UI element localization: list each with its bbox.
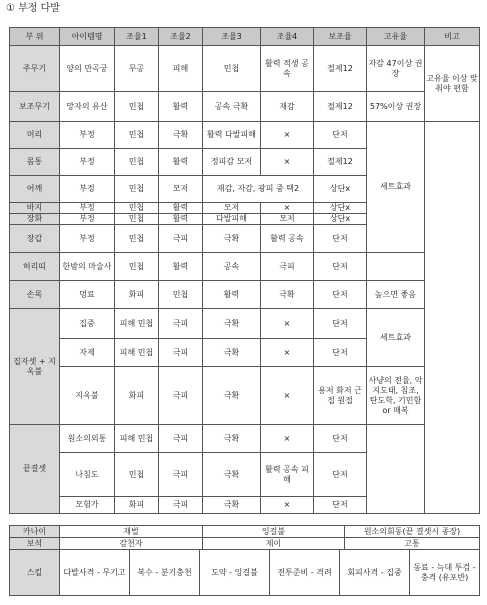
table-row: [10, 253, 480, 281]
cell: 극확: [203, 453, 261, 497]
part-cell: 주무기: [10, 46, 60, 92]
item-cell: 부정: [60, 214, 115, 225]
cell: 단저: [314, 309, 367, 339]
header-cell: 조율3: [203, 28, 261, 46]
part-cell: 머리: [10, 122, 60, 149]
cell: 용저 화저 근접 원접: [314, 367, 367, 425]
kanai-row: [10, 526, 480, 538]
table-row: [10, 425, 480, 453]
part-cell: 장갑: [10, 225, 60, 253]
cell: 자감 47이상 권장: [367, 46, 425, 92]
cell: 재감, 자감, 광피 중 택2: [203, 176, 314, 203]
item-cell: 멍료: [60, 281, 115, 309]
cell: 극피: [159, 497, 203, 514]
cell: 활력 다발피해: [203, 122, 261, 149]
group-cell: 끝결셋: [10, 425, 60, 514]
item-cell: 양의 만곡궁: [60, 46, 115, 92]
page-title: ① 부정 다발: [6, 3, 60, 14]
set-effect-cell: 세트효과: [367, 309, 425, 367]
skill-row: [10, 550, 480, 596]
cell: 극확: [203, 367, 261, 425]
cell: 다발사격 - 무기고: [60, 550, 130, 596]
header-cell: 부 위: [10, 28, 60, 46]
cell: 민첩: [115, 203, 159, 214]
part-cell: 보조무기: [10, 92, 60, 122]
cell: 피해 민첩: [115, 339, 159, 367]
cell: ×: [261, 122, 314, 149]
cell: 극확: [203, 339, 261, 367]
cell: 모저: [203, 203, 261, 214]
header-cell: 조율4: [261, 28, 314, 46]
cell: 민첩: [115, 453, 159, 497]
cell: 회피사격 - 집중: [340, 550, 410, 596]
cell: 상단x: [314, 214, 367, 225]
item-cell: 부정: [60, 203, 115, 214]
cell: 절제12: [314, 46, 367, 92]
gem-row: [10, 538, 480, 550]
cell: 활력: [159, 92, 203, 122]
cell: 민첩: [203, 46, 261, 92]
table-row: [10, 281, 480, 309]
cell: ×: [261, 497, 314, 514]
cell: 단저: [314, 339, 367, 367]
cell: 감천자: [60, 538, 203, 550]
cell: 극피: [159, 453, 203, 497]
cell: 극피: [159, 367, 203, 425]
cell: 피해 민첩: [115, 309, 159, 339]
cell: 화피: [115, 367, 159, 425]
cell: 극확: [203, 497, 261, 514]
cell: 극피: [159, 425, 203, 453]
header-cell: 비고: [425, 28, 480, 46]
header-cell: 고유율: [367, 28, 425, 46]
build-table: [9, 27, 480, 514]
cell: 높으면 좋음: [367, 281, 425, 309]
cell: 극확: [261, 281, 314, 309]
item-cell: 모험가: [60, 497, 115, 514]
cell: 동료 - 늑대 투검 - 충격 (유포반): [410, 550, 480, 596]
item-cell: 망자의 유산: [60, 92, 115, 122]
kanai-label: 카나이: [10, 526, 60, 538]
cell: ×: [261, 149, 314, 176]
item-cell: 부정: [60, 176, 115, 203]
set-effect-cell: 세트효과: [367, 122, 425, 253]
cell: 피해 민첩: [115, 425, 159, 453]
cell: ×: [261, 339, 314, 367]
cell: 활력: [159, 214, 203, 225]
cell: 절제12: [314, 92, 367, 122]
group-cell: 집자셋 + 지옥불: [10, 309, 60, 425]
cell: 도약 - 잉걸불: [200, 550, 270, 596]
cell: 활력: [159, 253, 203, 281]
cell: 잉걸불: [203, 526, 345, 538]
header-cell: 보조율: [314, 28, 367, 46]
cell: 민첩: [115, 214, 159, 225]
item-cell: 부정: [60, 122, 115, 149]
cell: 극피: [159, 225, 203, 253]
cell: 민첩: [115, 253, 159, 281]
cell: 다발피해: [203, 214, 261, 225]
header-cell: 조율2: [159, 28, 203, 46]
item-cell: 한밤의 마술사: [60, 253, 115, 281]
header-cell: 조율1: [115, 28, 159, 46]
cell: 단저: [314, 225, 367, 253]
cell: 상단x: [314, 176, 367, 203]
cell: 극피: [261, 253, 314, 281]
cell: 재벌: [60, 526, 203, 538]
table-row: [10, 46, 480, 92]
cell: ×: [261, 367, 314, 425]
cell: 정피감 모저: [203, 149, 261, 176]
cell: 극피: [159, 339, 203, 367]
table-row: [10, 309, 480, 339]
cell: 모저: [261, 214, 314, 225]
cell: ×: [261, 309, 314, 339]
cell: 공속 극확: [203, 92, 261, 122]
part-cell: 손목: [10, 281, 60, 309]
cell: 화피: [115, 497, 159, 514]
part-cell: 어깨: [10, 176, 60, 203]
item-cell: 집중: [60, 309, 115, 339]
part-cell: 몸통: [10, 149, 60, 176]
gem-label: 보석: [10, 538, 60, 550]
cell: 모저: [159, 176, 203, 203]
table-row: [10, 122, 480, 149]
cell: 단저: [314, 425, 367, 453]
cell: 민첩: [115, 92, 159, 122]
skill-table: [9, 549, 480, 596]
cell: 제이: [203, 538, 345, 550]
cell: 활력: [203, 281, 261, 309]
item-cell: 부정: [60, 149, 115, 176]
cell: 무공: [115, 46, 159, 92]
cell: 화피: [115, 281, 159, 309]
cell: 극확: [203, 225, 261, 253]
cell: 복수 - 분기충천: [130, 550, 200, 596]
header-cell: 아이템명: [60, 28, 115, 46]
cell: ×: [261, 203, 314, 214]
cell: 피해: [159, 46, 203, 92]
cell: 사냥의 전율, 악지도태, 침조, 탄도학, 기민함 or 매복: [367, 367, 425, 425]
item-cell: 자제: [60, 339, 115, 367]
cell: 극피: [159, 309, 203, 339]
cell: 민첩: [115, 149, 159, 176]
cell: 단저: [314, 497, 367, 514]
cell: 원소의회동(끝 결셋시 종장): [345, 526, 480, 538]
cell: 고통: [345, 538, 480, 550]
cell: 극확: [159, 122, 203, 149]
cell: 전투준비 - 격려: [270, 550, 340, 596]
cell: 극확: [203, 425, 261, 453]
cell: 민첩: [159, 281, 203, 309]
note-cell: 고유율 이상 맞춰야 편함: [425, 46, 480, 122]
cell: 57%이상 권장: [367, 92, 425, 122]
part-cell: 장화: [10, 214, 60, 225]
footer-table: [9, 525, 480, 550]
cell: 절제12: [314, 149, 367, 176]
cell: 극확: [203, 309, 261, 339]
part-cell: 허리띠: [10, 253, 60, 281]
item-cell: 나침도: [60, 453, 115, 497]
cell: 활력: [159, 203, 203, 214]
part-cell: 바지: [10, 203, 60, 214]
cell: 단저: [314, 122, 367, 149]
cell: 단저: [314, 281, 367, 309]
cell: 재감: [261, 92, 314, 122]
cell: 단저: [314, 453, 367, 497]
cell: 활력 적생 공속: [261, 46, 314, 92]
cell: 활력 공속 피해: [261, 453, 314, 497]
table-row: [10, 367, 480, 425]
cell: 민첩: [115, 122, 159, 149]
cell: 민첩: [115, 176, 159, 203]
empty-note-cell: [425, 122, 480, 514]
empty-cell: [367, 425, 425, 514]
cell: 활력: [159, 149, 203, 176]
table-row: [10, 92, 480, 122]
item-cell: 지옥불: [60, 367, 115, 425]
cell: 민첩: [115, 225, 159, 253]
item-cell: 원소의외통: [60, 425, 115, 453]
cell: 단저: [314, 253, 367, 281]
cell: ×: [261, 425, 314, 453]
empty-cell: [367, 253, 425, 281]
cell: 활력 공속: [261, 225, 314, 253]
item-cell: 부정: [60, 225, 115, 253]
cell: 공속: [203, 253, 261, 281]
cell: 상단x: [314, 203, 367, 214]
skill-label: 스킬: [10, 550, 60, 596]
header-row: [10, 28, 480, 46]
